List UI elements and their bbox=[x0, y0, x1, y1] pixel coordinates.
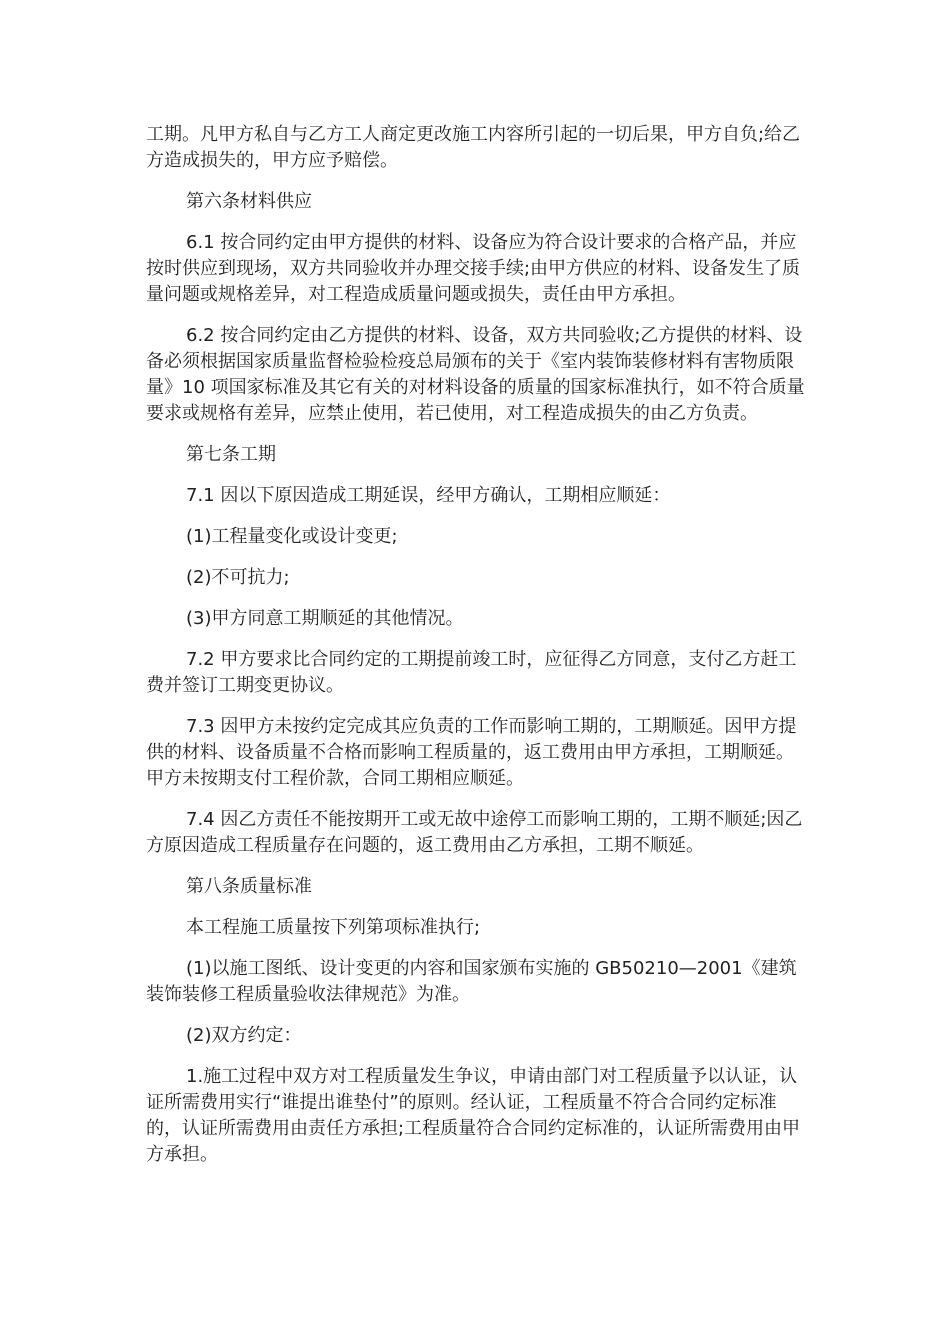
section-heading-article-7: 第七条工期 bbox=[186, 444, 276, 465]
list-item-1: (1)工程量变化或设计变更; bbox=[186, 526, 398, 547]
document-body bbox=[146, 122, 806, 1183]
quality-item-1: (1)以施工图纸、设计变更的内容和国家颁布实施的 GB50210—2001《建筑装饰装修工程质量验收法律规范》为准。 bbox=[146, 958, 797, 1005]
clause-7-2: 7.2 甲方要求比合同约定的工期提前竣工时，应征得乙方同意，支付乙方赶工费并签订工期变更协议。 bbox=[146, 649, 797, 696]
clause-7-3: 7.3 因甲方未按约定完成其应负责的工作而影响工期的，工期顺延。因甲方提供的材料、设备质量不合格而影响工程质量的，返工费用由甲方承担，工期顺延。甲方未按期支付工程价款，合同工期相应顺延。 bbox=[146, 716, 797, 789]
list-item-2: (2)不可抗力; bbox=[186, 567, 290, 588]
quality-intro: 本工程施工质量按下列第项标准执行; bbox=[186, 917, 481, 938]
clause-6-1: 6.1 按合同约定由甲方提供的材料、设备应为符合设计要求的合格产品，并应按时供应到现场，双方共同验收并办理交接手续;由甲方供应的材料、设备发生了质量问题或规格差异，对工程造成质量问题或损失，责任由甲方承担。 bbox=[146, 232, 801, 305]
section-heading-article-6: 第六条材料供应 bbox=[186, 191, 312, 212]
section-heading-article-8: 第八条质量标准 bbox=[186, 876, 312, 897]
quality-item-2: (2)双方约定： bbox=[186, 1025, 302, 1046]
list-item-3: (3)甲方同意工期顺延的其他情况。 bbox=[186, 608, 464, 629]
clause-6-2: 6.2 按合同约定由乙方提供的材料、设备，双方共同验收;乙方提供的材料、设备必须根据国家质量监督检验检疫总局颁布的关于《室内装饰装修材料有害物质限量》10 项国家标准及其它有关的对材料设备的质量的国家标准执行，如不符合质量要求或规格有差异，应禁止使用，若已使用，对工程造成损失的由乙方负责。 bbox=[146, 325, 805, 424]
paragraph-continuation: 工期。凡甲方私自与乙方工人商定更改施工内容所引起的一切后果，甲方自负;给乙方造成损失的，甲方应予赔偿。 bbox=[146, 124, 801, 171]
clause-7-1: 7.1 因以下原因造成工期延误，经甲方确认，工期相应顺延： bbox=[186, 485, 671, 506]
quality-subitem-1: 1.施工过程中双方对工程质量发生争议，申请由部门对工程质量予以认证，认证所需费用实行“谁提出谁垫付”的原则。经认证，工程质量不符合合同约定标准的，认证所需费用由责任方承担;工程质量符合合同约定标准的，认证所需费用由甲方承担。 bbox=[146, 1066, 801, 1165]
clause-7-4: 7.4 因乙方责任不能按期开工或无故中途停工而影响工期的，工期不顺延;因乙方原因造成工程质量存在问题的，返工费用由乙方承担，工期不顺延。 bbox=[146, 809, 803, 856]
